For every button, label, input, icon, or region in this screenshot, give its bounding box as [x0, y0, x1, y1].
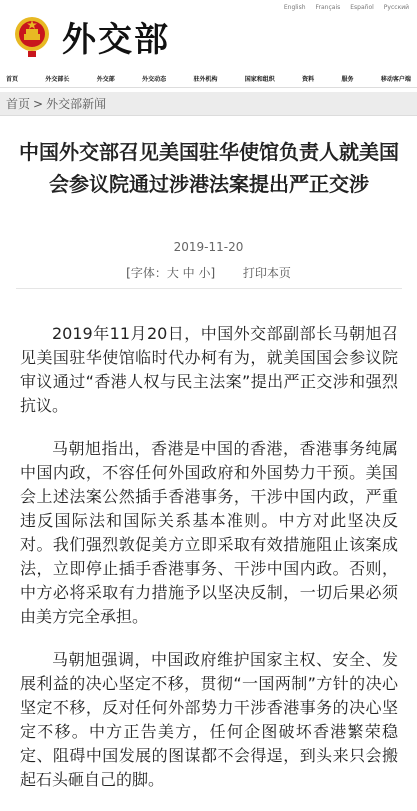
nav-item-minister[interactable]: 外交部长: [45, 76, 70, 83]
language-french[interactable]: Français: [315, 4, 341, 11]
breadcrumb-current[interactable]: 外交部新闻: [46, 97, 107, 111]
nav-item-news[interactable]: 外交动态: [142, 76, 167, 83]
main-nav: [0, 74, 417, 88]
national-emblem-icon: [14, 14, 50, 58]
site-header: [0, 0, 417, 72]
language-english[interactable]: English: [283, 4, 306, 11]
article-paragraph: 马朝旭指出，香港是中国的香港，香港事务纯属中国内政，不容任何外国政府和外国势力干预。美国会上述法案公然插手香港事务，干涉中国内政，严重违反国际法和国际关系基本准则。中方对此坚决反对。我们强烈敦促美方立即采取有效措施阻止该案成法，立即停止插手香港事务、干涉中国内政。否则，中方必将采取有力措施予以坚决反制，一切后果必须由美方完全承担。: [20, 439, 398, 626]
nav-item-mobile[interactable]: 移动客户端: [380, 76, 411, 83]
font-size-control[interactable]: [字体：大 中 小]: [126, 266, 216, 280]
article-title: 中国外交部召见美国驻华使馆负责人就美国会参议院通过涉港法案提出严正交涉: [19, 140, 399, 196]
site-logo[interactable]: 外交部: [62, 20, 170, 60]
breadcrumb-separator: >: [33, 96, 44, 111]
nav-item-ministry[interactable]: 外交部: [96, 76, 115, 83]
article-tools: [0, 264, 417, 281]
nav-item-services[interactable]: 服务: [341, 76, 354, 83]
language-spanish[interactable]: Español: [350, 4, 374, 11]
print-link[interactable]: 打印本页: [242, 266, 291, 280]
article-date: 2019-11-20: [173, 240, 244, 254]
article-paragraph: 2019年11月20日，中国外交部副部长马朝旭召见美国驻华使馆临时代办柯有为，就美国国会参议院审议通过“香港人权与民主法案”提出严正交涉和强烈抗议。: [20, 324, 398, 415]
nav-item-countries[interactable]: 国家和组织: [244, 76, 275, 83]
language-russian[interactable]: Русский: [383, 4, 409, 11]
nav-item-missions[interactable]: 驻外机构: [193, 76, 218, 83]
language-switcher: [284, 4, 409, 11]
nav-item-home[interactable]: 首页: [6, 76, 19, 83]
breadcrumb-home[interactable]: 首页: [6, 97, 31, 111]
article-body: [20, 322, 398, 811]
article-paragraph: 马朝旭强调，中国政府维护国家主权、安全、发展利益的决心坚定不移，贯彻“一国两制”方针的决心坚定不移，反对任何外部势力干涉香港事务的决心坚定不移。中方正告美方，任何企图破坏香港繁荣稳定、阻碍中国发展的图谋都不会得逞，到头来只会搬起石头砸自己的脚。: [20, 650, 398, 789]
divider: [16, 288, 402, 289]
breadcrumb: [0, 92, 417, 116]
nav-item-resources[interactable]: 资料: [302, 76, 315, 83]
